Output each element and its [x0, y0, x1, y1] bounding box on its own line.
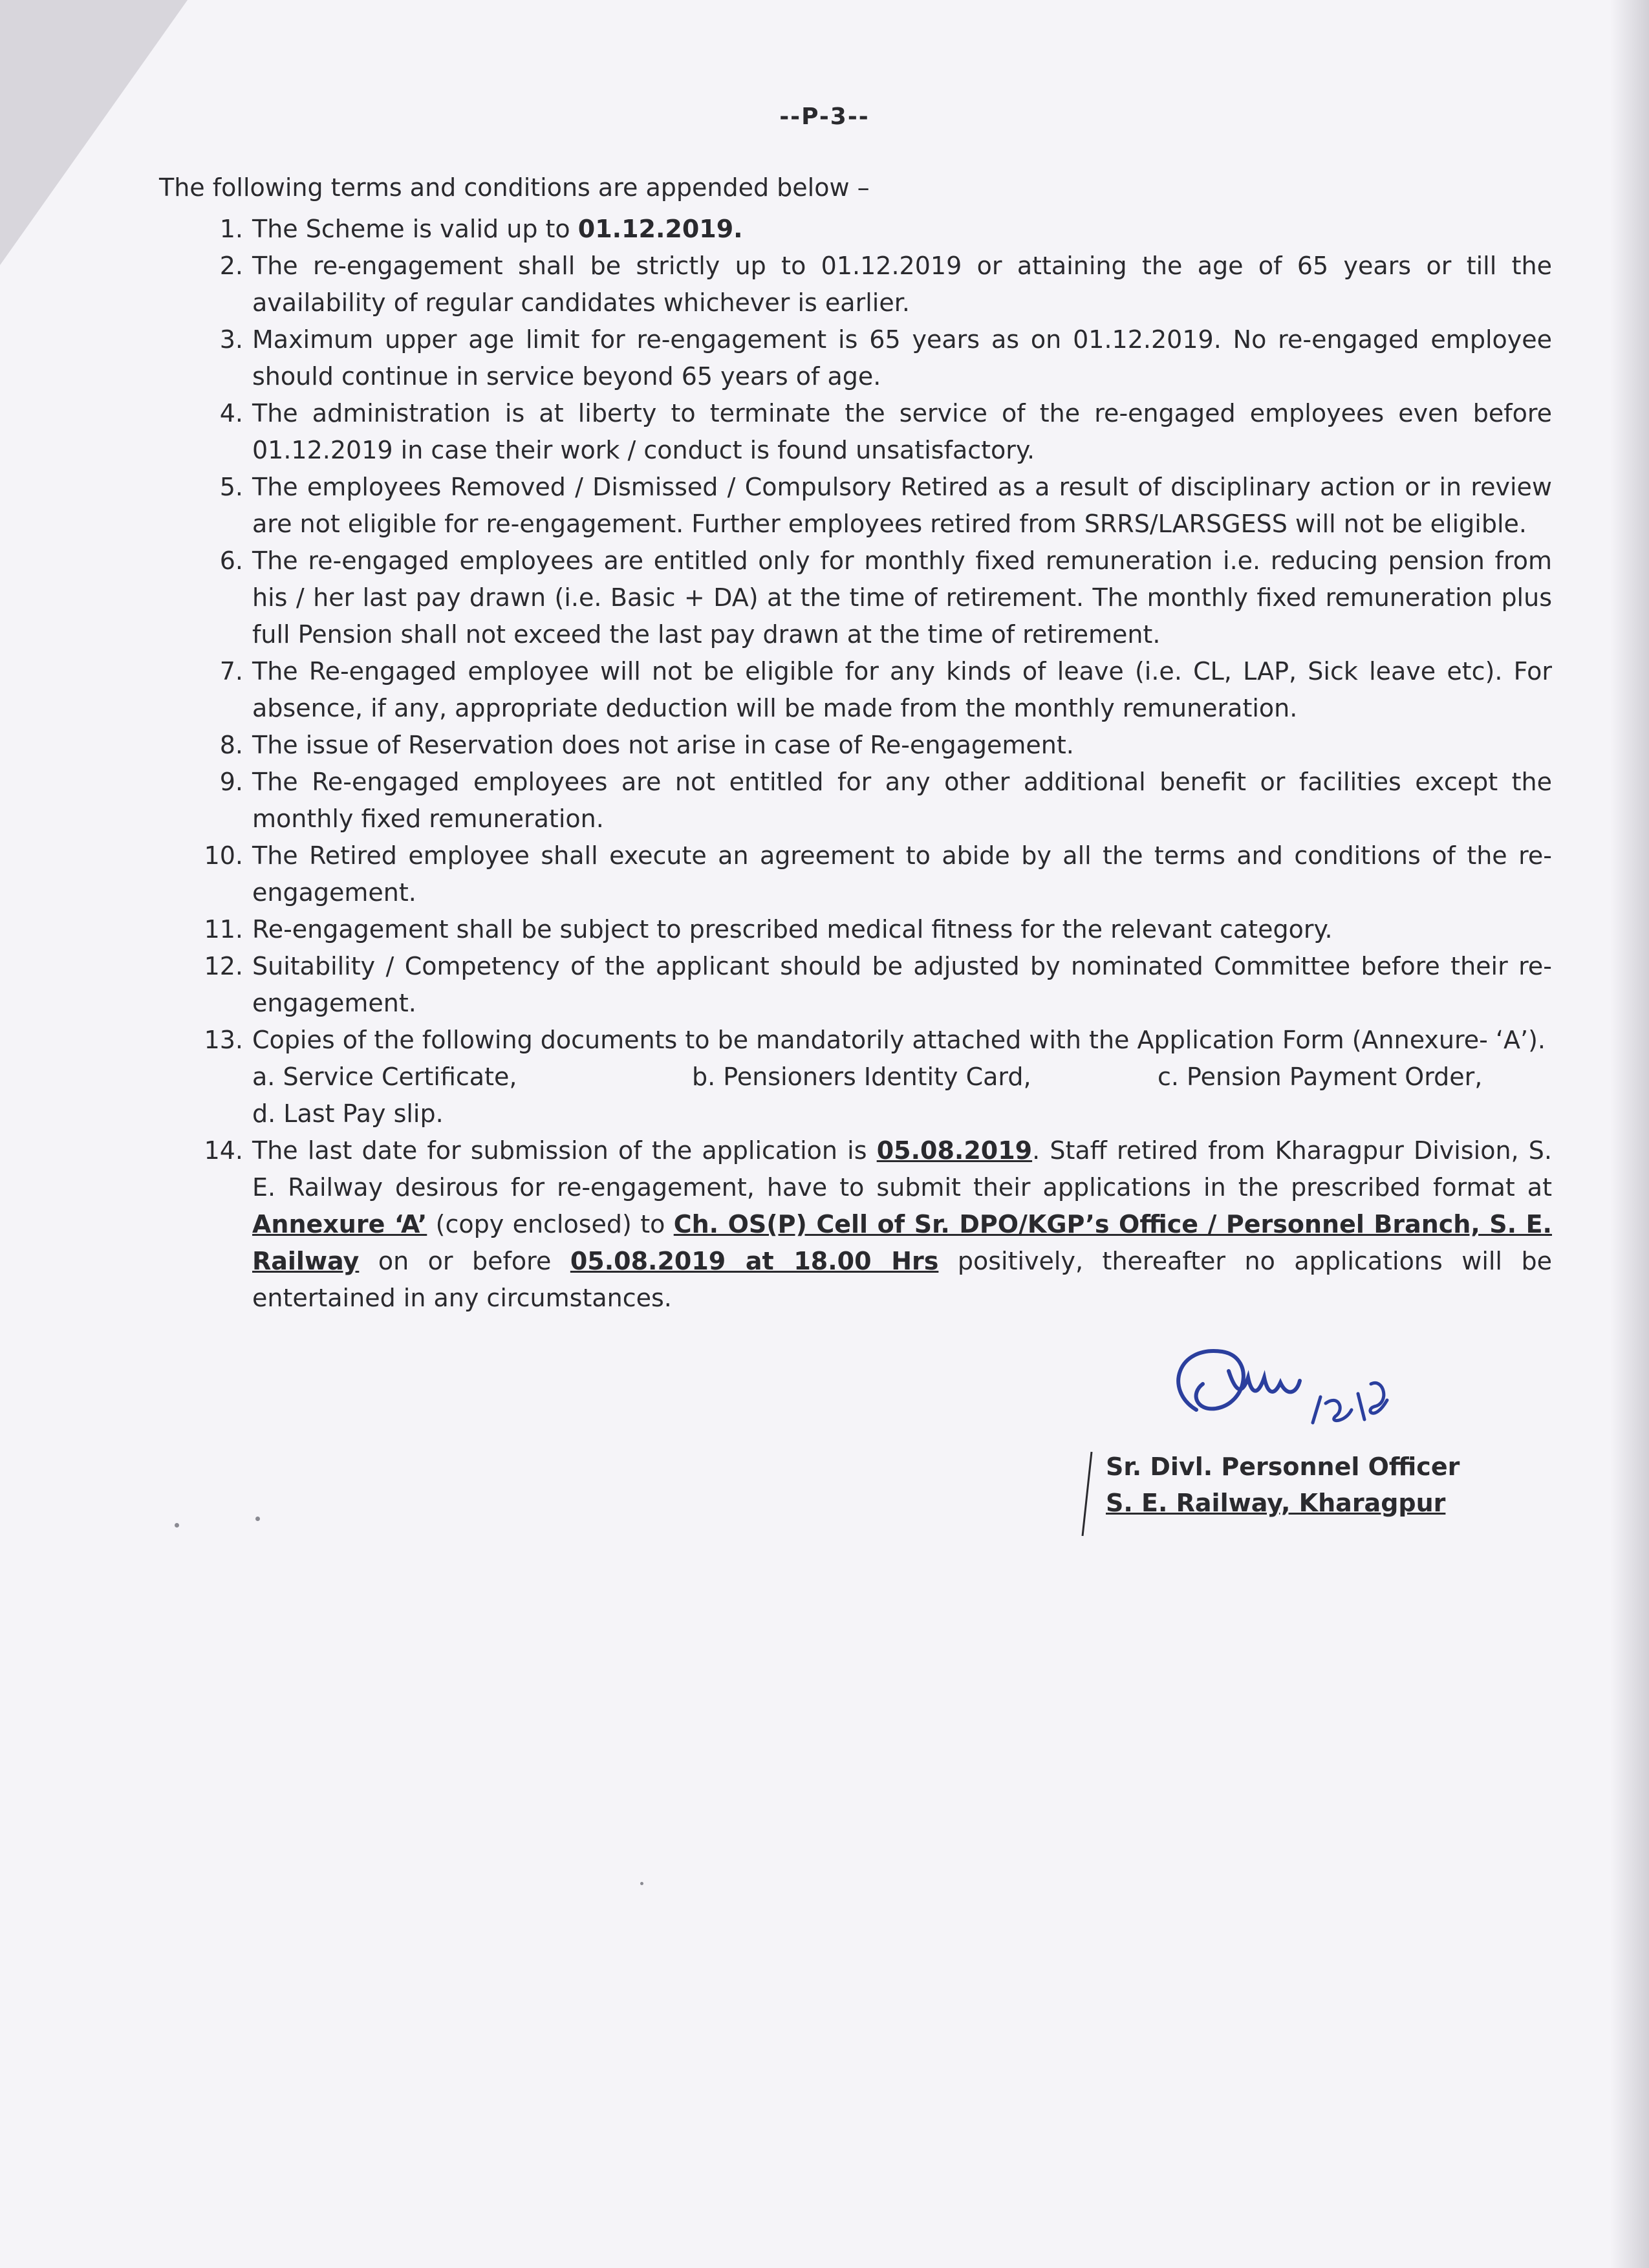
term-number: 1.	[219, 215, 243, 243]
underlined-text: Ch. OS(P) Cell of Sr. DPO/KGP’s Office / Personnel Branch, S. E. Railway	[252, 1210, 1552, 1275]
signatory-office: S. E. Railway, Kharagpur	[1106, 1489, 1446, 1517]
term-item	[168, 837, 1552, 911]
document-item: c. Pension Payment Order,	[1158, 1063, 1483, 1091]
text-segment: The Scheme is valid up to	[252, 215, 578, 243]
text-segment: The Retired employee shall execute an agreement to abide by all the terms and conditions of the re-engagement.	[252, 841, 1552, 907]
term-number: 14.	[204, 1136, 243, 1165]
term-item	[168, 543, 1552, 653]
text-segment: The administration is at liberty to terminate the service of the re-engaged employees even before 01.12.2019 in case their work / conduct is found unsatisfactory.	[252, 399, 1552, 464]
text-segment: positively, thereafter no applications will be entertained in any circumstances.	[252, 1247, 1552, 1312]
underlined-text: 05.08.2019	[876, 1136, 1033, 1165]
text-segment: The employees Removed / Dismissed / Compulsory Retired as a result of disciplinary action or in review are not eligible for re-engagement. Further employees retired from SRRS/LARSGESS will not be eligible.	[252, 473, 1552, 538]
underlined-text: 05.08.2019 at 18.00 Hrs	[570, 1247, 939, 1275]
term-item	[168, 211, 1552, 248]
term-text	[252, 1132, 1552, 1317]
signature-slash	[1077, 1449, 1097, 1539]
term-number: 6.	[219, 546, 243, 575]
text-segment: on or before	[359, 1247, 570, 1275]
term-item	[168, 321, 1552, 395]
terms-intro: The following terms and conditions are appended below –	[159, 173, 870, 202]
term-item	[168, 469, 1552, 543]
term-item	[168, 948, 1552, 1022]
term-text	[252, 469, 1552, 543]
term-number: 10.	[204, 841, 243, 870]
text-segment: . Staff retired from Kharagpur Division, S. E. Railway desirous for re-engagement, have to submit their applications in the prescribed format at	[252, 1136, 1552, 1202]
term-number: 9.	[219, 768, 243, 796]
term-item	[168, 653, 1552, 727]
signatory-block	[1106, 1449, 1460, 1521]
scan-speck	[255, 1517, 260, 1521]
text-segment: Suitability / Competency of the applicant should be adjusted by nominated Committee before their re-engagement.	[252, 952, 1552, 1017]
text-segment: (copy enclosed) to	[427, 1210, 674, 1238]
term-item	[168, 1022, 1552, 1132]
term-text	[252, 211, 1552, 248]
term-number: 4.	[219, 399, 243, 427]
documents-list	[252, 1059, 1552, 1096]
term-item	[168, 395, 1552, 469]
term-item	[168, 727, 1552, 764]
term-text	[252, 764, 1552, 837]
term-text	[252, 837, 1552, 911]
term-number: 3.	[219, 325, 243, 354]
text-segment: Re-engagement shall be subject to prescribed medical fitness for the relevant category.	[252, 915, 1333, 944]
signatory-designation: Sr. Divl. Personnel Officer	[1106, 1453, 1460, 1481]
term-text	[252, 543, 1552, 653]
text-segment: The issue of Reservation does not arise in case of Re-engagement.	[252, 731, 1074, 759]
term-item	[168, 764, 1552, 837]
underlined-text: Annexure ‘A’	[252, 1210, 427, 1238]
text-segment: The re-engaged employees are entitled only for monthly fixed remuneration i.e. reducing pension from his / her last pay drawn (i.e. Basic + DA) at the time of retirement. The monthly fixed remuneration plus full Pension shall not exceed the last pay drawn at the time of retirement.	[252, 546, 1552, 649]
signature	[1151, 1332, 1461, 1462]
document-item: d. Last Pay slip.	[252, 1099, 444, 1128]
term-text	[252, 727, 1552, 764]
bold-date: 01.12.2019.	[577, 215, 743, 243]
text-segment: The Re-engaged employees are not entitled for any other additional benefit or facilities except the monthly fixed remuneration.	[252, 768, 1552, 833]
scan-speck	[175, 1523, 179, 1528]
term-number: 7.	[219, 657, 243, 686]
term-number: 12.	[204, 952, 243, 980]
term-number: 2.	[219, 252, 243, 280]
text-segment: The re-engagement shall be strictly up to 01.12.2019 or attaining the age of 65 years or till the availability of regular candidates whichever is earlier.	[252, 252, 1552, 317]
text-segment: The last date for submission of the application is	[252, 1136, 877, 1165]
term-text	[252, 653, 1552, 727]
page-number: --P-3--	[779, 103, 870, 130]
term-text	[252, 911, 1552, 948]
scan-speck	[640, 1882, 643, 1885]
term-number: 13.	[204, 1026, 243, 1054]
term-text	[252, 948, 1552, 1022]
term-item	[168, 248, 1552, 321]
term-number: 8.	[219, 731, 243, 759]
term-item	[168, 1132, 1552, 1317]
text-segment: The Re-engaged employee will not be eligible for any kinds of leave (i.e. CL, LAP, Sick leave etc). For absence, if any, appropriate deduction will be made from the monthly remuneration.	[252, 657, 1552, 722]
terms-list	[168, 211, 1552, 1317]
term-number: 5.	[219, 473, 243, 501]
term-text	[252, 1022, 1552, 1132]
term-text	[252, 321, 1552, 395]
text-segment: Copies of the following documents to be mandatorily attached with the Application Form (Annexure- ‘A’).	[252, 1026, 1546, 1054]
document-item: b. Pensioners Identity Card,	[692, 1063, 1031, 1091]
term-text	[252, 248, 1552, 321]
term-text	[252, 395, 1552, 469]
term-number: 11.	[204, 915, 243, 944]
page-edge-shadow	[1610, 0, 1649, 2268]
document-item: a. Service Certificate,	[252, 1063, 517, 1091]
page-corner-fold	[0, 0, 188, 265]
text-segment: Maximum upper age limit for re-engagement is 65 years as on 01.12.2019. No re-engaged employee should continue in service beyond 65 years of age.	[252, 325, 1552, 391]
term-item	[168, 911, 1552, 948]
